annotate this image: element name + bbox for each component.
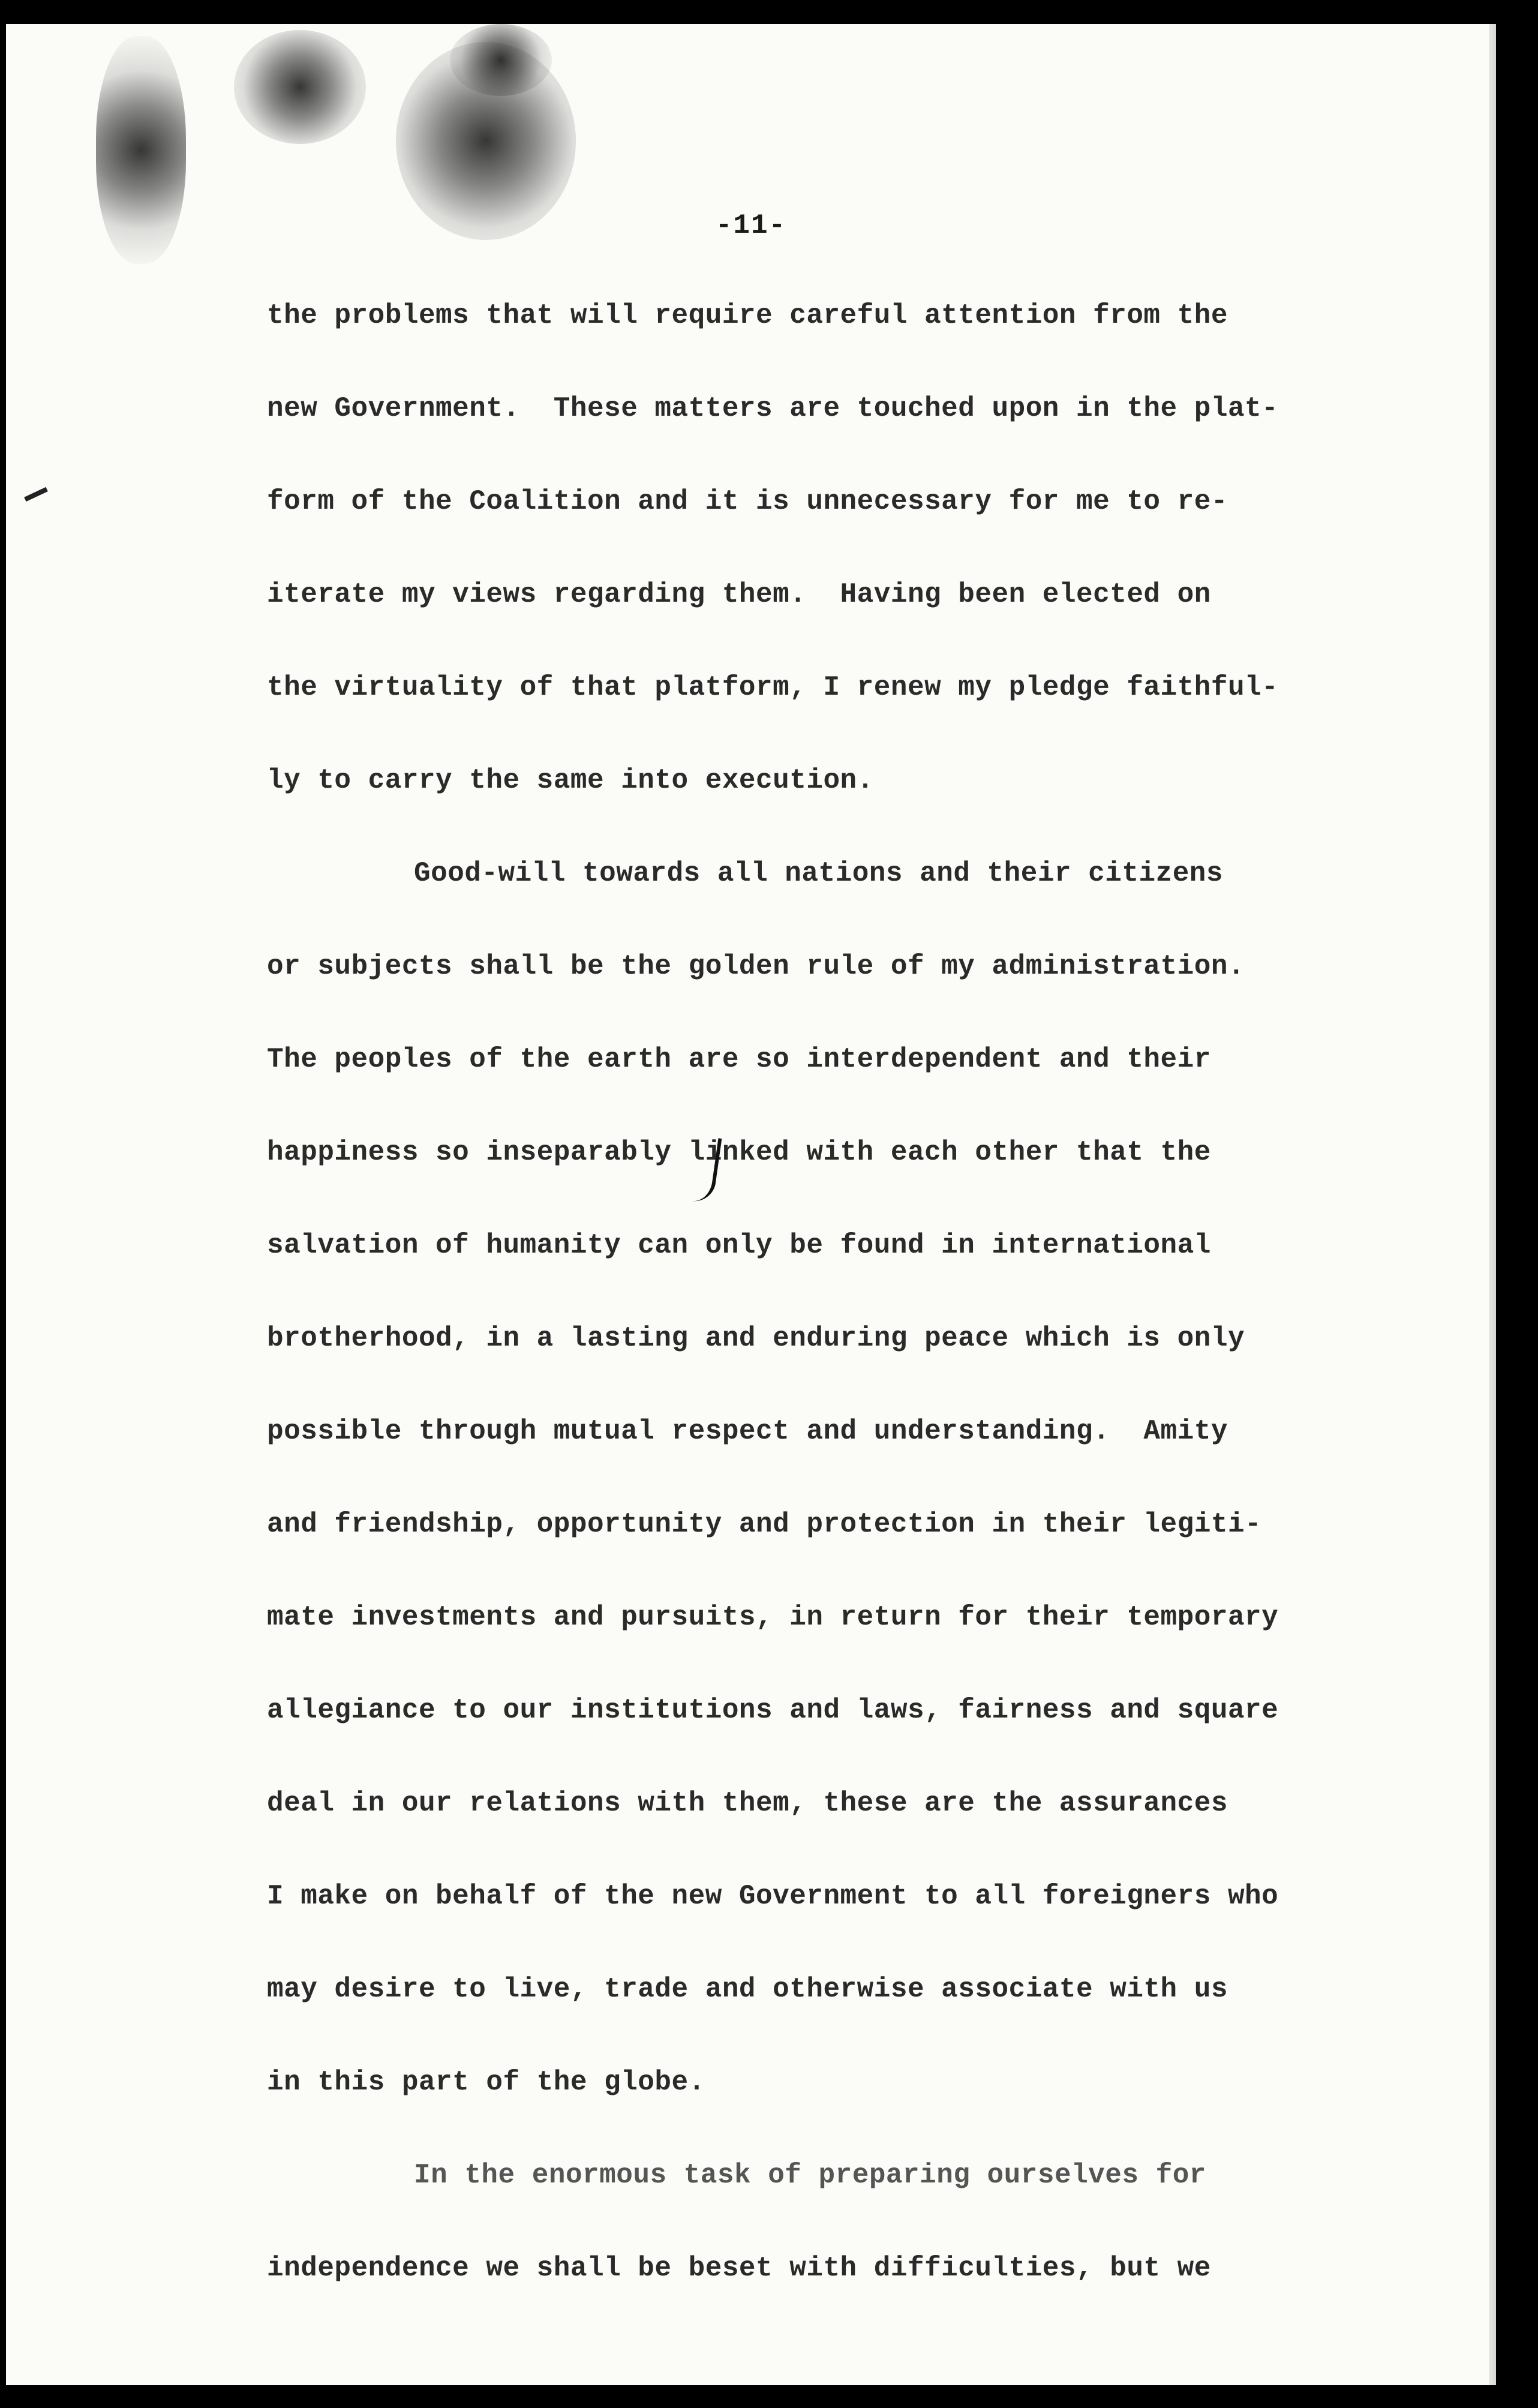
ink-stain xyxy=(234,30,366,144)
ink-stain xyxy=(450,24,552,96)
text-line: form of the Coalition and it is unnecessary for me to re- xyxy=(267,486,1228,517)
text-line: I make on behalf of the new Government to all foreigners who xyxy=(267,1881,1279,1912)
text-line: happiness so inseparably linked with each other that the xyxy=(267,1137,1211,1168)
text-line: salvation of humanity can only be found in international xyxy=(267,1230,1211,1261)
text-line: Good-will towards all nations and their citizens xyxy=(414,858,1224,889)
text-line: or subjects shall be the golden rule of my administration. xyxy=(267,951,1245,982)
text-line: in this part of the globe. xyxy=(267,2067,705,2098)
text-line: independence we shall be beset with difficulties, but we xyxy=(267,2253,1211,2284)
text-line: the problems that will require careful attention from the xyxy=(267,300,1228,331)
text-line: mate investments and pursuits, in return for their temporary xyxy=(267,1602,1279,1633)
text-line: and friendship, opportunity and protection in their legiti- xyxy=(267,1509,1262,1540)
text-line: deal in our relations with them, these are the assurances xyxy=(267,1788,1228,1819)
text-line: iterate my views regarding them. Having been elected on xyxy=(267,579,1211,610)
text-line: may desire to live, trade and otherwise associate with us xyxy=(267,1974,1228,2005)
text-line: ly to carry the same into execution. xyxy=(267,765,874,796)
text-line: possible through mutual respect and understanding. Amity xyxy=(267,1416,1228,1447)
text-line: brotherhood, in a lasting and enduring peace which is only xyxy=(267,1323,1245,1354)
document-page xyxy=(6,24,1496,2385)
margin-mark xyxy=(24,487,48,502)
text-line: The peoples of the earth are so interdependent and their xyxy=(267,1044,1211,1075)
page-number: -11- xyxy=(715,210,787,241)
text-line: allegiance to our institutions and laws, fairness and square xyxy=(267,1695,1279,1726)
text-line: In the enormous task of preparing ourselves for xyxy=(414,2160,1206,2191)
page-edge xyxy=(1489,24,1496,2385)
text-line: new Government. These matters are touched upon in the plat- xyxy=(267,393,1279,424)
text-line: the virtuality of that platform, I renew my pledge faithful- xyxy=(267,672,1279,703)
